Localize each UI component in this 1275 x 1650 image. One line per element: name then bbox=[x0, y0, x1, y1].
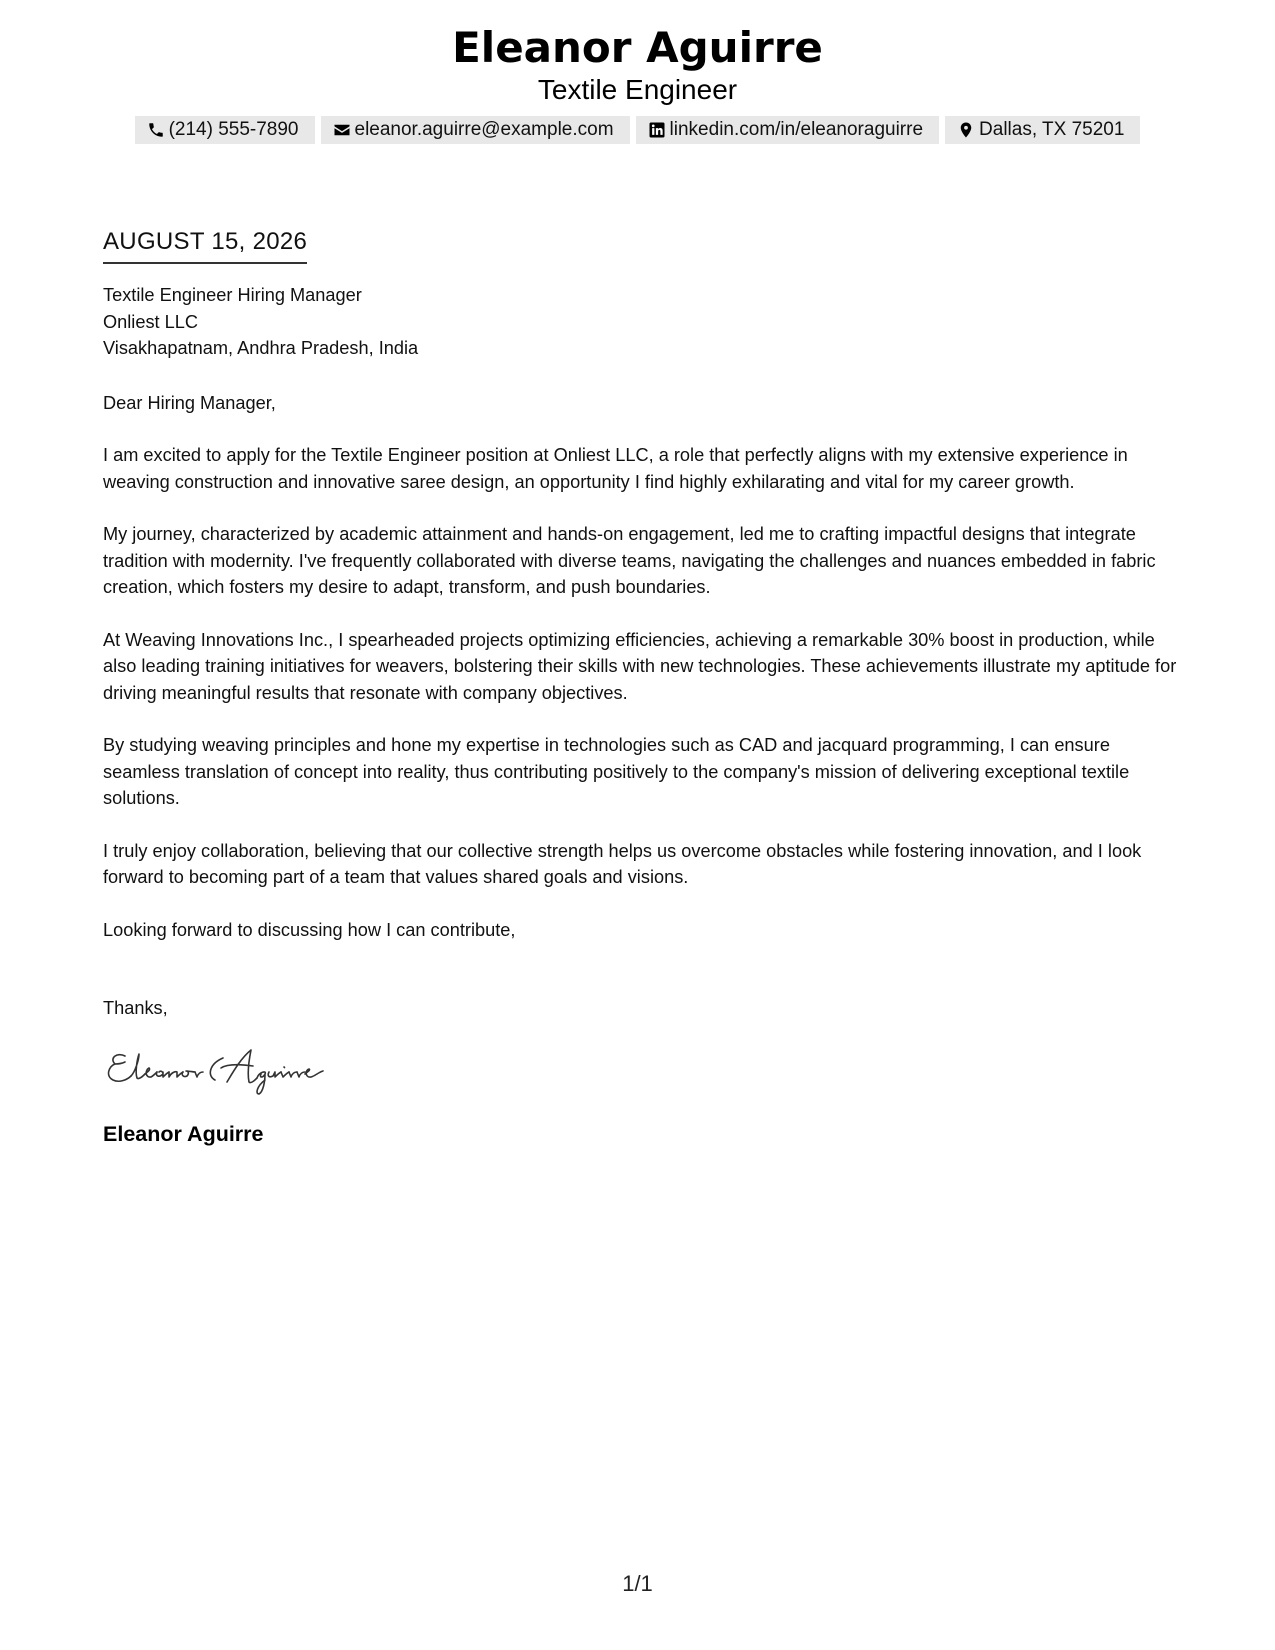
contact-linkedin[interactable] bbox=[636, 116, 939, 144]
contact-linkedin-text: linkedin.com/in/eleanoraguirre bbox=[669, 119, 924, 140]
body-paragraph: By studying weaving principles and hone my expertise in technologies such as CAD and jacquard programming, I can ensure seamless translation of concept into reality, thus contributing positively to the company's mission of delivering exceptional textile solutions. bbox=[103, 735, 1130, 808]
body-paragraph: My journey, characterized by academic attainment and hands-on engagement, led me to crafting impactful designs that integrate tradition with modernity. I've frequently collaborated with diverse teams, navigating the challenges and nuances embedded in fabric creation, which fosters my desire to adapt, transform, and push boundaries. bbox=[103, 524, 1156, 597]
page-number: 1/1 bbox=[622, 1571, 653, 1596]
contact-email-text: eleanor.aguirre@example.com bbox=[354, 119, 614, 140]
signer-name: Eleanor Aguirre bbox=[103, 1121, 264, 1146]
contact-bar bbox=[0, 116, 1275, 144]
linkedin-icon bbox=[648, 121, 666, 139]
signature-image bbox=[103, 1042, 363, 1098]
contact-phone[interactable] bbox=[135, 116, 315, 144]
body-paragraph: I truly enjoy collaboration, believing that our collective strength helps us overcome obstacles while fostering innovation, and I look forward to becoming part of a team that values shared goals and visions. bbox=[103, 840, 1142, 887]
recipient-line: Visakhapatnam, Andhra Pradesh, India bbox=[103, 338, 419, 358]
location-pin-icon bbox=[957, 121, 975, 139]
recipient-line: Onliest LLC bbox=[103, 311, 199, 332]
contact-location bbox=[945, 116, 1140, 144]
contact-phone-text: (214) 555-7890 bbox=[168, 119, 299, 140]
recipient-block bbox=[103, 282, 1178, 362]
recipient-line: Textile Engineer Hiring Manager bbox=[103, 285, 362, 305]
applicant-title: Textile Engineer bbox=[537, 74, 738, 105]
body-paragraph: I am excited to apply for the Textile Engineer position at Onliest LLC, a role that perfectly aligns with my extensive experience in weaving construction and innovative saree design, an opportunity I find highly exhilarating and vital for my career growth. bbox=[103, 445, 1128, 492]
body-paragraph: At Weaving Innovations Inc., I spearheaded projects optimizing efficiencies, achieving a remarkable 30% boost in production, while also leading training initiatives for weavers, bolstering their skills with new technologies. These achievements illustrate my aptitude for driving meaningful results that resonate with company objectives. bbox=[103, 629, 1177, 703]
applicant-name: Eleanor Aguirre bbox=[452, 23, 823, 72]
letter-date: AUGUST 15, 2026 bbox=[103, 224, 307, 264]
phone-icon bbox=[147, 121, 165, 139]
salutation: Dear Hiring Manager, bbox=[103, 392, 276, 413]
contact-email[interactable] bbox=[321, 116, 630, 144]
closing-line: Looking forward to discussing how I can contribute, bbox=[103, 919, 516, 940]
letter-body bbox=[103, 224, 1178, 1148]
envelope-icon bbox=[333, 121, 351, 139]
contact-location-text: Dallas, TX 75201 bbox=[979, 119, 1125, 140]
letter-header bbox=[0, 22, 1275, 144]
signoff: Thanks, bbox=[103, 998, 168, 1018]
handwritten-signature bbox=[103, 1042, 1178, 1098]
